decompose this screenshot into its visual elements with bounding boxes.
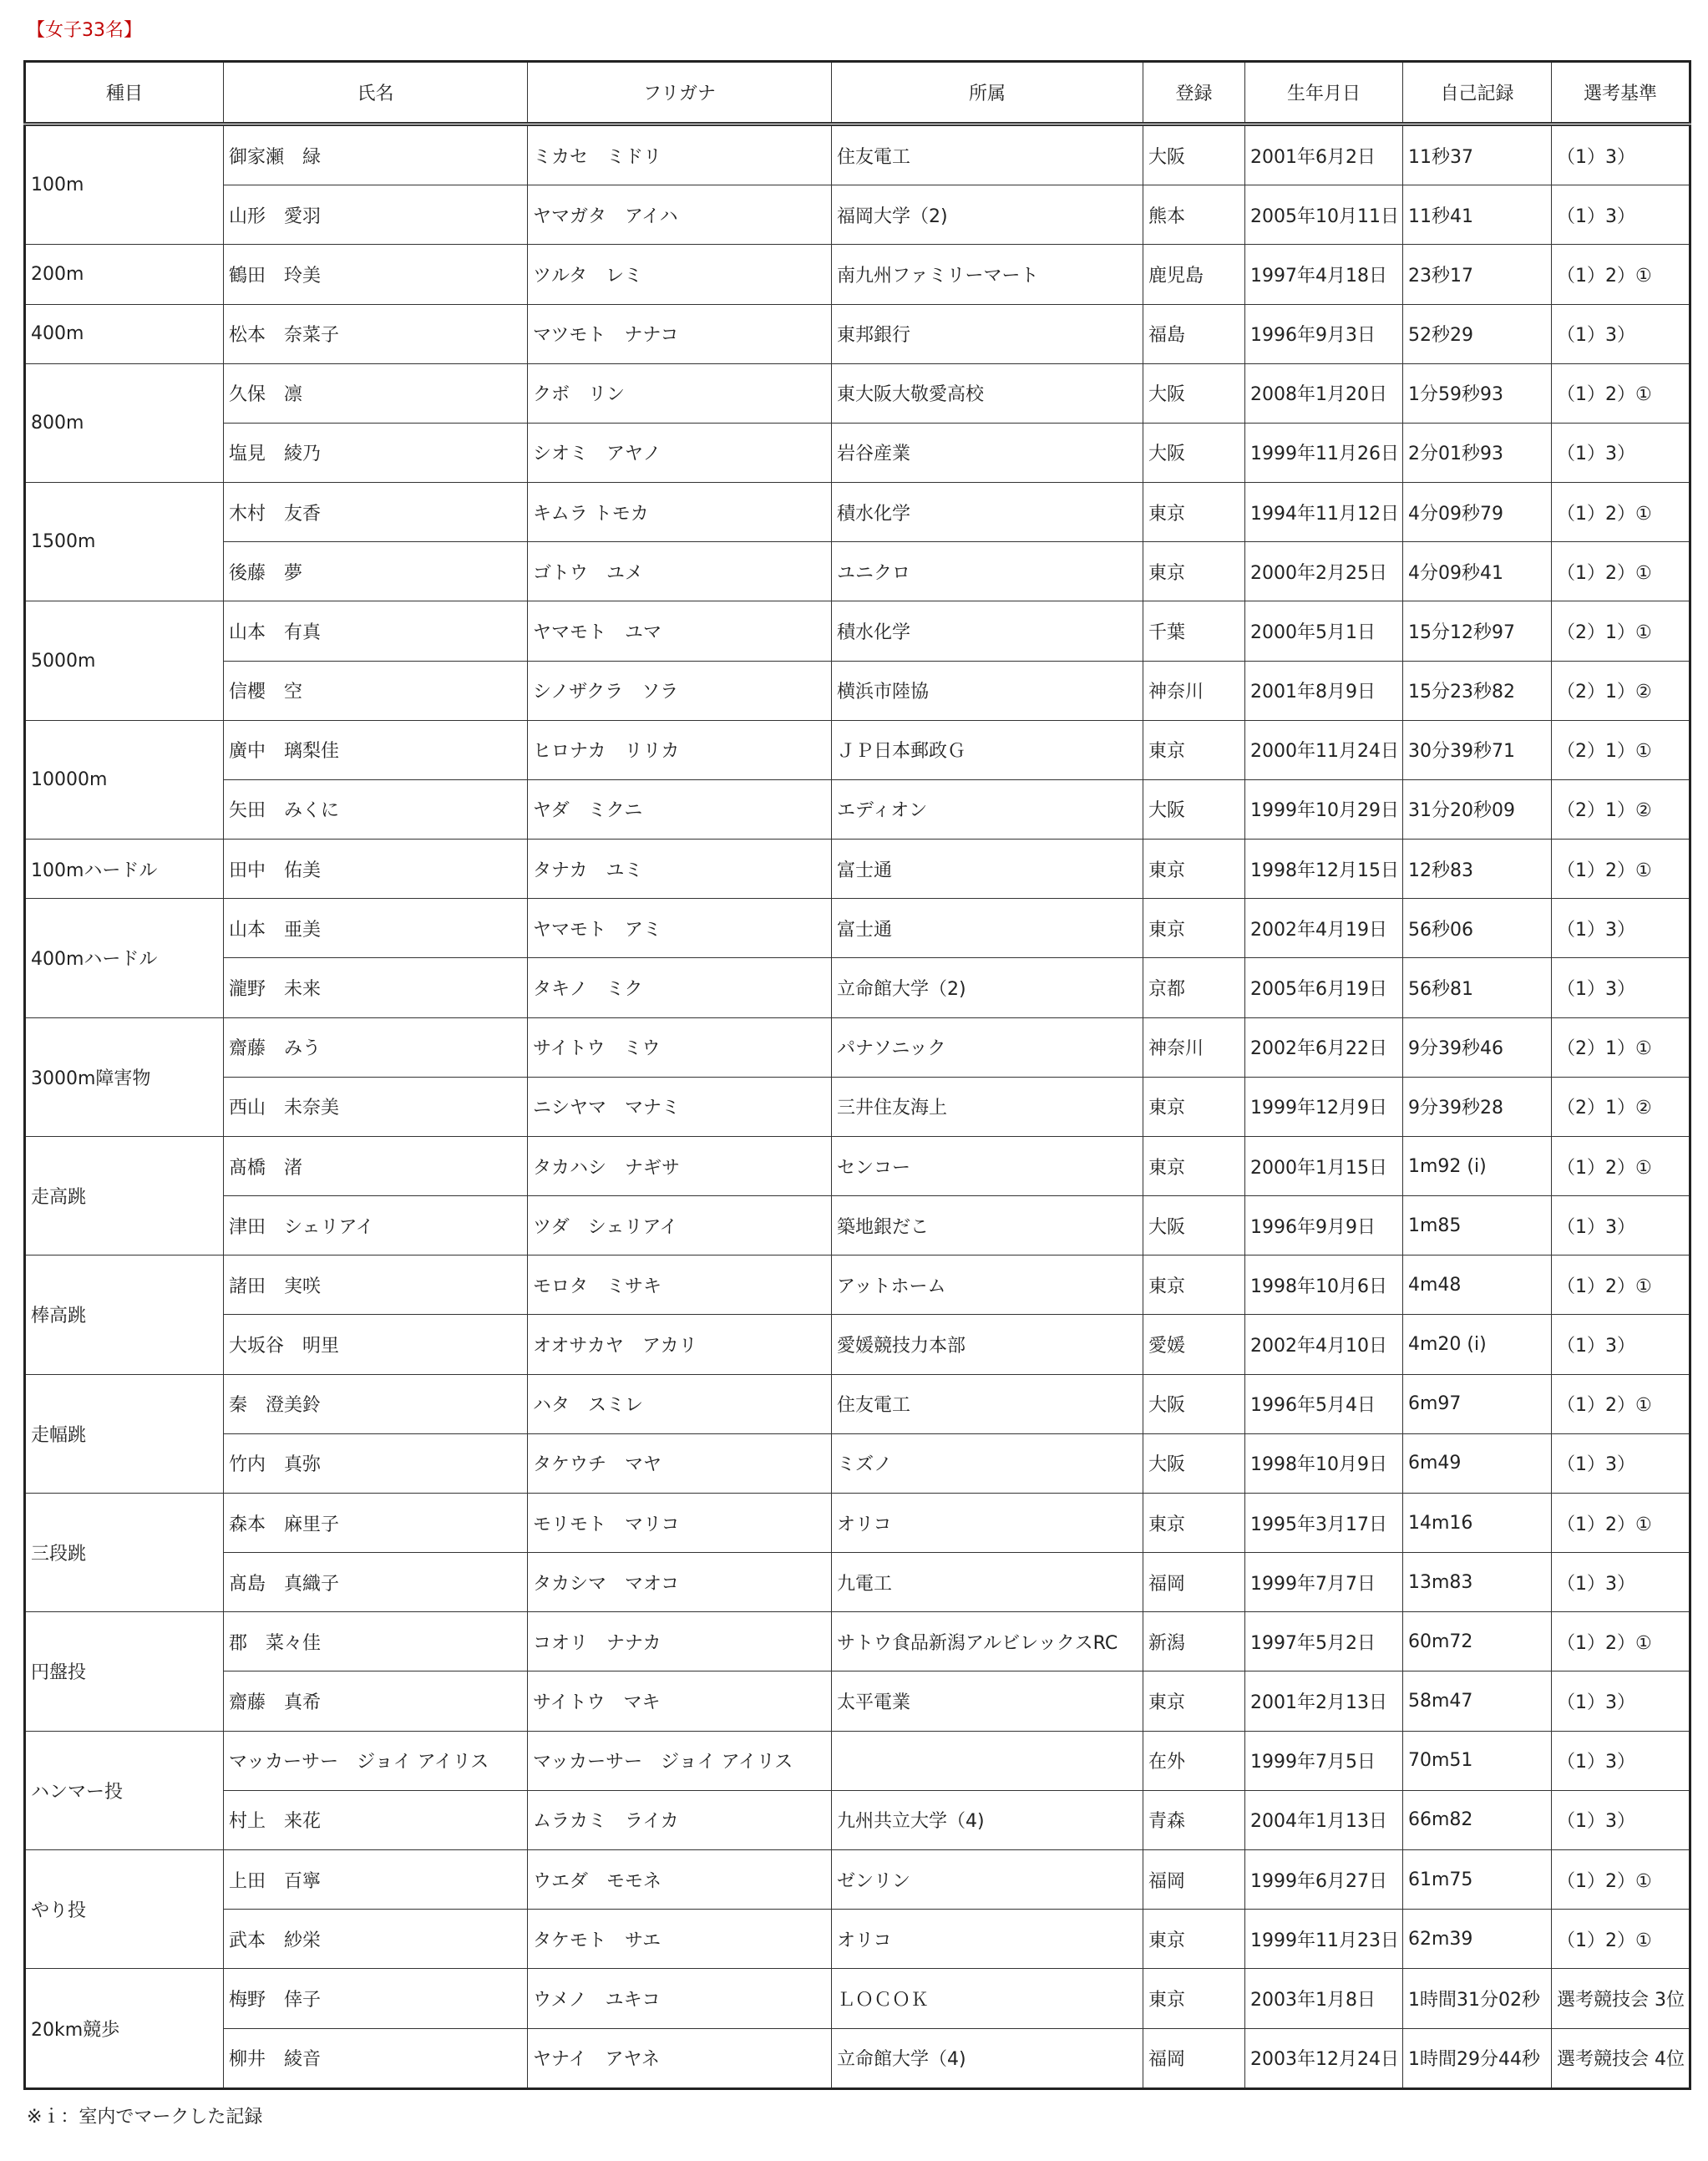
athlete-birthdate: 1997年5月2日: [1245, 1612, 1403, 1671]
athlete-furigana: タキノ ミク: [528, 958, 832, 1017]
athlete-registration: 東京: [1143, 1077, 1245, 1136]
athlete-name: 塩見 綾乃: [224, 423, 528, 482]
table-row: [25, 1077, 1690, 1136]
table-row: [25, 899, 1690, 958]
athlete-furigana: ヒロナカ リリカ: [528, 720, 832, 779]
athlete-record: 2分01秒93: [1403, 423, 1552, 482]
athlete-criteria: （1）3）: [1552, 185, 1690, 245]
event-cell: 100mハードル: [25, 840, 224, 899]
athlete-affiliation: ＬＯＣＯＫ: [832, 1969, 1143, 2028]
table-row: [25, 124, 1690, 185]
athlete-criteria: （1）3）: [1552, 1731, 1690, 1790]
athlete-affiliation: 岩谷産業: [832, 423, 1143, 482]
athlete-criteria: （2）1）②: [1552, 779, 1690, 839]
athlete-registration: 東京: [1143, 1493, 1245, 1552]
athlete-record: 70m51: [1403, 1731, 1552, 1790]
athlete-name: 松本 奈菜子: [224, 304, 528, 363]
athlete-furigana: コオリ ナナカ: [528, 1612, 832, 1671]
athlete-name: 木村 友香: [224, 483, 528, 542]
athlete-birthdate: 2005年6月19日: [1245, 958, 1403, 1017]
athlete-registration: 大阪: [1143, 779, 1245, 839]
event-cell: 10000m: [25, 720, 224, 839]
col-header-name: 氏名: [224, 62, 528, 124]
athlete-name: 田中 佑美: [224, 840, 528, 899]
athlete-birthdate: 1999年11月23日: [1245, 1910, 1403, 1969]
athlete-record: 62m39: [1403, 1910, 1552, 1969]
athlete-criteria: （1）3）: [1552, 1671, 1690, 1731]
athlete-affiliation: アットホーム: [832, 1256, 1143, 1315]
athlete-affiliation: 九州共立大学（4): [832, 1790, 1143, 1849]
athlete-criteria: （1）2）①: [1552, 1849, 1690, 1909]
athlete-affiliation: 太平電業: [832, 1671, 1143, 1731]
table-row: [25, 245, 1690, 304]
table-row: [25, 185, 1690, 245]
athlete-registration: 在外: [1143, 1731, 1245, 1790]
athlete-record: 58m47: [1403, 1671, 1552, 1731]
athlete-furigana: ミカセ ミドリ: [528, 124, 832, 185]
athlete-affiliation: センコー: [832, 1136, 1143, 1195]
athlete-birthdate: 1994年11月12日: [1245, 483, 1403, 542]
event-cell: やり投: [25, 1849, 224, 1968]
table-row: [25, 720, 1690, 779]
athlete-name: 大坂谷 明里: [224, 1315, 528, 1374]
athlete-birthdate: 1998年10月9日: [1245, 1433, 1403, 1493]
section-caption: 【女子33名】: [27, 20, 142, 41]
athlete-record: 56秒06: [1403, 899, 1552, 958]
athlete-affiliation: 福岡大学（2): [832, 185, 1143, 245]
athlete-furigana: ヤナイ アヤネ: [528, 2028, 832, 2089]
athlete-name: 髙橋 渚: [224, 1136, 528, 1195]
table-row: [25, 601, 1690, 661]
footnote: ※ｉ：室内でマークした記録: [27, 2107, 263, 2128]
athlete-registration: 東京: [1143, 899, 1245, 958]
athlete-record: 4m20 (i): [1403, 1315, 1552, 1374]
table-row: [25, 423, 1690, 482]
table-row: [25, 363, 1690, 423]
athlete-criteria: （1）3）: [1552, 1196, 1690, 1256]
athlete-record: 11秒41: [1403, 185, 1552, 245]
athlete-affiliation: サトウ食品新潟アルビレックスRC: [832, 1612, 1143, 1671]
table-row: [25, 1196, 1690, 1256]
header-row: [25, 62, 1690, 124]
athlete-criteria: （1）2）①: [1552, 1256, 1690, 1315]
table-row: [25, 1671, 1690, 1731]
athlete-birthdate: 1996年5月4日: [1245, 1374, 1403, 1433]
athlete-criteria: （1）3）: [1552, 1315, 1690, 1374]
athlete-registration: 愛媛: [1143, 1315, 1245, 1374]
athlete-birthdate: 1996年9月3日: [1245, 304, 1403, 363]
athlete-affiliation: ユニクロ: [832, 542, 1143, 601]
athlete-birthdate: 2002年6月22日: [1245, 1017, 1403, 1077]
athlete-affiliation: オリコ: [832, 1910, 1143, 1969]
col-header-selection-criteria: 選考基準: [1552, 62, 1690, 124]
athlete-birthdate: 2000年11月24日: [1245, 720, 1403, 779]
col-header-furigana: フリガナ: [528, 62, 832, 124]
athlete-name: 鶴田 玲美: [224, 245, 528, 304]
athlete-record: 1時間29分44秒: [1403, 2028, 1552, 2089]
table-row: [25, 483, 1690, 542]
athlete-record: 23秒17: [1403, 245, 1552, 304]
athlete-record: 13m83: [1403, 1553, 1552, 1612]
athlete-criteria: （1）2）①: [1552, 542, 1690, 601]
athlete-name: 御家瀬 緑: [224, 124, 528, 185]
athlete-furigana: サイトウ ミウ: [528, 1017, 832, 1077]
athlete-registration: 東京: [1143, 483, 1245, 542]
athlete-furigana: ウエダ モモネ: [528, 1849, 832, 1909]
athlete-registration: 福岡: [1143, 2028, 1245, 2089]
col-header-affiliation: 所属: [832, 62, 1143, 124]
athlete-record: 11秒37: [1403, 124, 1552, 185]
athlete-record: 1時間31分02秒: [1403, 1969, 1552, 2028]
athlete-record: 66m82: [1403, 1790, 1552, 1849]
athlete-birthdate: 2008年1月20日: [1245, 363, 1403, 423]
table-row: [25, 840, 1690, 899]
event-cell: 800m: [25, 363, 224, 482]
athlete-registration: 東京: [1143, 1671, 1245, 1731]
athlete-affiliation: ＪＰ日本郵政Ｇ: [832, 720, 1143, 779]
athlete-birthdate: 2000年1月15日: [1245, 1136, 1403, 1195]
athlete-registration: 東京: [1143, 1256, 1245, 1315]
athlete-name: 久保 凛: [224, 363, 528, 423]
athlete-name: 津田 シェリアイ: [224, 1196, 528, 1256]
athlete-birthdate: 1999年7月5日: [1245, 1731, 1403, 1790]
table-row: [25, 1017, 1690, 1077]
athlete-criteria: （2）1）①: [1552, 601, 1690, 661]
athlete-affiliation: 九電工: [832, 1553, 1143, 1612]
athlete-registration: 大阪: [1143, 1196, 1245, 1256]
athlete-registration: 神奈川: [1143, 661, 1245, 720]
event-cell: 5000m: [25, 601, 224, 720]
athlete-name: 郡 菜々佳: [224, 1612, 528, 1671]
athlete-birthdate: 2002年4月10日: [1245, 1315, 1403, 1374]
table-row: [25, 661, 1690, 720]
table-row: [25, 1553, 1690, 1612]
athlete-name: 山形 愛羽: [224, 185, 528, 245]
athlete-criteria: 選考競技会 4位: [1552, 2028, 1690, 2089]
athlete-criteria: （2）1）①: [1552, 1017, 1690, 1077]
athlete-criteria: （1）3）: [1552, 1553, 1690, 1612]
athlete-criteria: （1）3）: [1552, 1433, 1690, 1493]
athlete-registration: 鹿児島: [1143, 245, 1245, 304]
athlete-birthdate: 2001年2月13日: [1245, 1671, 1403, 1731]
athlete-registration: 東京: [1143, 840, 1245, 899]
event-cell: 100m: [25, 124, 224, 245]
athlete-birthdate: 2005年10月11日: [1245, 185, 1403, 245]
athlete-criteria: （2）1）①: [1552, 720, 1690, 779]
athlete-affiliation: 立命館大学（4): [832, 2028, 1143, 2089]
athlete-affiliation: 横浜市陸協: [832, 661, 1143, 720]
athlete-name: マッカーサー ジョイ アイリス: [224, 1731, 528, 1790]
athlete-birthdate: 2000年2月25日: [1245, 542, 1403, 601]
table-row: [25, 1849, 1690, 1909]
athlete-furigana: ニシヤマ マナミ: [528, 1077, 832, 1136]
athlete-furigana: ツルタ レミ: [528, 245, 832, 304]
athlete-registration: 大阪: [1143, 363, 1245, 423]
athlete-registration: 大阪: [1143, 124, 1245, 185]
athlete-record: 9分39秒28: [1403, 1077, 1552, 1136]
athlete-furigana: ムラカミ ライカ: [528, 1790, 832, 1849]
athlete-record: 4分09秒41: [1403, 542, 1552, 601]
athlete-name: 梅野 倖子: [224, 1969, 528, 2028]
table-row: [25, 1493, 1690, 1552]
athlete-record: 1m85: [1403, 1196, 1552, 1256]
athlete-affiliation: オリコ: [832, 1493, 1143, 1552]
col-header-personal-best: 自己記録: [1403, 62, 1552, 124]
athlete-furigana: タナカ ユミ: [528, 840, 832, 899]
athlete-furigana: ハタ スミレ: [528, 1374, 832, 1433]
athlete-furigana: ヤダ ミクニ: [528, 779, 832, 839]
athlete-record: 30分39秒71: [1403, 720, 1552, 779]
athlete-furigana: ヤマガタ アイハ: [528, 185, 832, 245]
athlete-birthdate: 2000年5月1日: [1245, 601, 1403, 661]
athlete-furigana: ツダ シェリアイ: [528, 1196, 832, 1256]
athlete-birthdate: 2002年4月19日: [1245, 899, 1403, 958]
athlete-affiliation: 積水化学: [832, 601, 1143, 661]
athlete-furigana: オオサカヤ アカリ: [528, 1315, 832, 1374]
athlete-furigana: ウメノ ユキコ: [528, 1969, 832, 2028]
table-row: [25, 1612, 1690, 1671]
athlete-birthdate: 1999年10月29日: [1245, 779, 1403, 839]
col-header-birthdate: 生年月日: [1245, 62, 1403, 124]
athlete-furigana: モリモト マリコ: [528, 1493, 832, 1552]
event-cell: 400m: [25, 304, 224, 363]
athlete-furigana: サイトウ マキ: [528, 1671, 832, 1731]
athlete-affiliation: 積水化学: [832, 483, 1143, 542]
athlete-furigana: マツモト ナナコ: [528, 304, 832, 363]
athlete-registration: 福岡: [1143, 1849, 1245, 1909]
athlete-record: 1分59秒93: [1403, 363, 1552, 423]
event-cell: 棒高跳: [25, 1256, 224, 1374]
table-row: [25, 542, 1690, 601]
athlete-name: 竹内 真弥: [224, 1433, 528, 1493]
athlete-registration: 東京: [1143, 542, 1245, 601]
athlete-name: 信櫻 空: [224, 661, 528, 720]
athlete-birthdate: 2003年1月8日: [1245, 1969, 1403, 2028]
athlete-furigana: ヤマモト アミ: [528, 899, 832, 958]
event-cell: 200m: [25, 245, 224, 304]
athlete-registration: 青森: [1143, 1790, 1245, 1849]
athlete-record: 6m49: [1403, 1433, 1552, 1493]
athlete-name: 西山 未奈美: [224, 1077, 528, 1136]
athlete-criteria: （1）2）①: [1552, 245, 1690, 304]
athlete-record: 52秒29: [1403, 304, 1552, 363]
table-row: [25, 1256, 1690, 1315]
athlete-record: 1m92 (i): [1403, 1136, 1552, 1195]
table-row: [25, 1969, 1690, 2028]
athlete-furigana: クボ リン: [528, 363, 832, 423]
athlete-name: 齋藤 みう: [224, 1017, 528, 1077]
table-row: [25, 958, 1690, 1017]
table-row: [25, 1315, 1690, 1374]
athlete-affiliation: 立命館大学（2): [832, 958, 1143, 1017]
event-cell: 走高跳: [25, 1136, 224, 1255]
athlete-criteria: （1）3）: [1552, 423, 1690, 482]
athlete-furigana: シオミ アヤノ: [528, 423, 832, 482]
roster-body: [25, 124, 1690, 2089]
athlete-record: 15分23秒82: [1403, 661, 1552, 720]
athlete-affiliation: 東邦銀行: [832, 304, 1143, 363]
athlete-name: 村上 来花: [224, 1790, 528, 1849]
athlete-birthdate: 1999年7月7日: [1245, 1553, 1403, 1612]
athlete-registration: 大阪: [1143, 1433, 1245, 1493]
event-cell: 20km競歩: [25, 1969, 224, 2089]
athlete-birthdate: 1999年6月27日: [1245, 1849, 1403, 1909]
athlete-affiliation: エディオン: [832, 779, 1143, 839]
athlete-registration: 東京: [1143, 720, 1245, 779]
event-cell: 三段跳: [25, 1493, 224, 1611]
athlete-record: 14m16: [1403, 1493, 1552, 1552]
athlete-registration: 東京: [1143, 1136, 1245, 1195]
athlete-record: 4m48: [1403, 1256, 1552, 1315]
athlete-affiliation: 東大阪大敬愛高校: [832, 363, 1143, 423]
athlete-birthdate: 2001年8月9日: [1245, 661, 1403, 720]
athlete-record: 4分09秒79: [1403, 483, 1552, 542]
event-cell: 3000m障害物: [25, 1017, 224, 1136]
event-cell: 走幅跳: [25, 1374, 224, 1493]
table-row: [25, 1136, 1690, 1195]
athlete-criteria: （1）3）: [1552, 124, 1690, 185]
athlete-registration: 大阪: [1143, 1374, 1245, 1433]
event-cell: 円盤投: [25, 1612, 224, 1731]
athlete-registration: 福島: [1143, 304, 1245, 363]
athlete-record: 56秒81: [1403, 958, 1552, 1017]
athlete-name: 柳井 綾音: [224, 2028, 528, 2089]
athlete-registration: 神奈川: [1143, 1017, 1245, 1077]
table-row: [25, 1790, 1690, 1849]
athlete-criteria: （2）1）②: [1552, 661, 1690, 720]
athlete-furigana: タケウチ マヤ: [528, 1433, 832, 1493]
athlete-furigana: モロタ ミサキ: [528, 1256, 832, 1315]
athlete-registration: 熊本: [1143, 185, 1245, 245]
athlete-birthdate: 1995年3月17日: [1245, 1493, 1403, 1552]
athlete-criteria: （1）2）①: [1552, 483, 1690, 542]
athlete-record: 15分12秒97: [1403, 601, 1552, 661]
athlete-registration: 新潟: [1143, 1612, 1245, 1671]
athlete-criteria: （1）2）①: [1552, 840, 1690, 899]
athlete-birthdate: 1998年12月15日: [1245, 840, 1403, 899]
athlete-roster-table: [23, 60, 1691, 2090]
athlete-affiliation: ミズノ: [832, 1433, 1143, 1493]
athlete-birthdate: 2004年1月13日: [1245, 1790, 1403, 1849]
athlete-criteria: （1）3）: [1552, 304, 1690, 363]
athlete-affiliation: 南九州ファミリーマート: [832, 245, 1143, 304]
athlete-name: 秦 澄美鈴: [224, 1374, 528, 1433]
table-row: [25, 1374, 1690, 1433]
athlete-criteria: （1）2）①: [1552, 1136, 1690, 1195]
athlete-birthdate: 1996年9月9日: [1245, 1196, 1403, 1256]
athlete-affiliation: 住友電工: [832, 124, 1143, 185]
athlete-registration: 京都: [1143, 958, 1245, 1017]
athlete-name: 山本 亜美: [224, 899, 528, 958]
athlete-name: 瀧野 未来: [224, 958, 528, 1017]
athlete-name: 髙島 真織子: [224, 1553, 528, 1612]
athlete-name: 武本 紗栄: [224, 1910, 528, 1969]
athlete-furigana: タカハシ ナギサ: [528, 1136, 832, 1195]
athlete-registration: 東京: [1143, 1910, 1245, 1969]
athlete-record: 31分20秒09: [1403, 779, 1552, 839]
athlete-registration: 千葉: [1143, 601, 1245, 661]
athlete-name: 後藤 夢: [224, 542, 528, 601]
table-row: [25, 2028, 1690, 2089]
athlete-affiliation: ゼンリン: [832, 1849, 1143, 1909]
athlete-furigana: タケモト サエ: [528, 1910, 832, 1969]
athlete-criteria: （1）2）①: [1552, 363, 1690, 423]
athlete-furigana: キムラ トモカ: [528, 483, 832, 542]
athlete-furigana: ヤマモト ユマ: [528, 601, 832, 661]
athlete-name: 齋藤 真希: [224, 1671, 528, 1731]
athlete-affiliation: 三井住友海上: [832, 1077, 1143, 1136]
event-cell: 400mハードル: [25, 899, 224, 1017]
athlete-affiliation: パナソニック: [832, 1017, 1143, 1077]
athlete-birthdate: 1999年12月9日: [1245, 1077, 1403, 1136]
athlete-criteria: （1）2）①: [1552, 1374, 1690, 1433]
athlete-record: 9分39秒46: [1403, 1017, 1552, 1077]
athlete-record: 12秒83: [1403, 840, 1552, 899]
athlete-affiliation: 富士通: [832, 899, 1143, 958]
athlete-furigana: シノザクラ ソラ: [528, 661, 832, 720]
athlete-affiliation: [832, 1731, 1143, 1790]
table-row: [25, 304, 1690, 363]
athlete-record: 6m97: [1403, 1374, 1552, 1433]
event-cell: 1500m: [25, 483, 224, 601]
athlete-registration: 福岡: [1143, 1553, 1245, 1612]
col-header-registration: 登録: [1143, 62, 1245, 124]
event-cell: ハンマー投: [25, 1731, 224, 1849]
athlete-affiliation: 住友電工: [832, 1374, 1143, 1433]
athlete-criteria: （2）1）②: [1552, 1077, 1690, 1136]
athlete-name: 山本 有真: [224, 601, 528, 661]
athlete-criteria: （1）3）: [1552, 958, 1690, 1017]
athlete-registration: 東京: [1143, 1969, 1245, 2028]
athlete-name: 廣中 璃梨佳: [224, 720, 528, 779]
athlete-birthdate: 2001年6月2日: [1245, 124, 1403, 185]
athlete-registration: 大阪: [1143, 423, 1245, 482]
athlete-record: 61m75: [1403, 1849, 1552, 1909]
athlete-furigana: ゴトウ ユメ: [528, 542, 832, 601]
table-row: [25, 1433, 1690, 1493]
table-row: [25, 1910, 1690, 1969]
athlete-name: 森本 麻里子: [224, 1493, 528, 1552]
athlete-criteria: 選考競技会 3位: [1552, 1969, 1690, 2028]
athlete-affiliation: 富士通: [832, 840, 1143, 899]
table-row: [25, 1731, 1690, 1790]
athlete-furigana: タカシマ マオコ: [528, 1553, 832, 1612]
athlete-birthdate: 1998年10月6日: [1245, 1256, 1403, 1315]
athlete-name: 諸田 実咲: [224, 1256, 528, 1315]
athlete-criteria: （1）2）①: [1552, 1612, 1690, 1671]
athlete-record: 60m72: [1403, 1612, 1552, 1671]
athlete-affiliation: 愛媛競技力本部: [832, 1315, 1143, 1374]
athlete-name: 上田 百寧: [224, 1849, 528, 1909]
athlete-birthdate: 2003年12月24日: [1245, 2028, 1403, 2089]
athlete-criteria: （1）3）: [1552, 1790, 1690, 1849]
athlete-criteria: （1）2）①: [1552, 1910, 1690, 1969]
col-header-event: 種目: [25, 62, 224, 124]
athlete-birthdate: 1999年11月26日: [1245, 423, 1403, 482]
athlete-criteria: （1）3）: [1552, 899, 1690, 958]
table-row: [25, 779, 1690, 839]
athlete-birthdate: 1997年4月18日: [1245, 245, 1403, 304]
athlete-name: 矢田 みくに: [224, 779, 528, 839]
athlete-affiliation: 築地銀だこ: [832, 1196, 1143, 1256]
athlete-furigana: マッカーサー ジョイ アイリス: [528, 1731, 832, 1790]
athlete-criteria: （1）2）①: [1552, 1493, 1690, 1552]
